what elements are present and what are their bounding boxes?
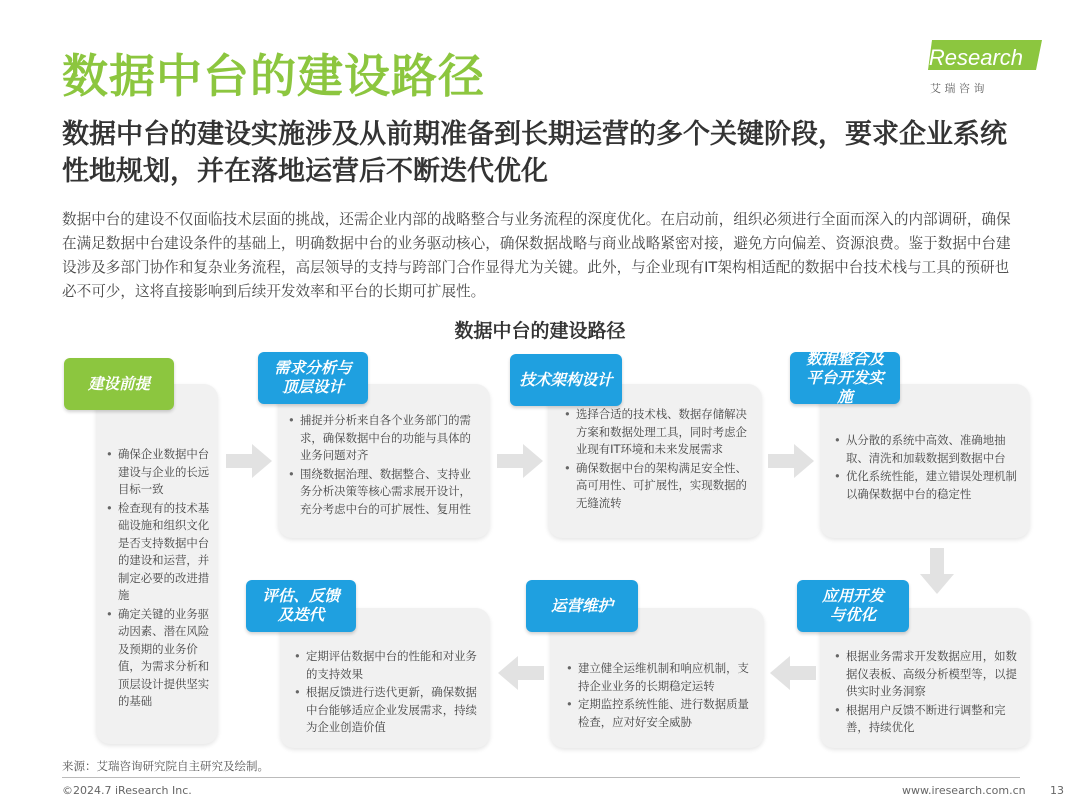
iresearch-logo xyxy=(918,36,1050,98)
footer-divider xyxy=(62,777,1020,778)
page-title: 数据中台的建设路径 xyxy=(62,49,485,103)
stage-item: • 根据反馈进行迭代更新，确保数据中台能够适应企业发展需求，持续为企业创造价值 xyxy=(294,684,484,737)
intro-paragraph: 数据中台的建设不仅面临技术层面的挑战，还需企业内部的战略整合与业务流程的深度优化。在启动前，组织必须进行全面而深入的内部调研，确保在满足数据中台建设条件的基础上，明确数据中台的业务驱动核心，确保数据战略与商业战略紧密对接，避免方向偏差、资源浪费。鉴于数据中台建设涉及多部门协作和复杂业务流程，高层领导的支持与跨部门合作显得尤为关键。此外，与企业现有IT架构相适配的数据中台技术栈与工具的预研也必不可少，这将直接影响到后续开发效率和平台的长期可扩展性。 xyxy=(62,211,1011,300)
page-subtitle: 数据中台的建设实施涉及从前期准备到长期运营的多个关键阶段，要求企业系统性地规划，并在落地运营后不断迭代优化 xyxy=(62,119,1007,187)
stage-item: • 从分散的系统中高效、准确地抽取、清洗和加载数据到数据中台 xyxy=(834,432,1024,467)
source-note: 来源：艾瑞咨询研究院自主研究及绘制。 xyxy=(62,759,269,773)
stage-tag-evaluation: 评估、反馈及迭代 xyxy=(246,580,356,632)
arrow-down-icon xyxy=(920,548,954,594)
stage-item: • 检查现有的技术基础设施和组织文化是否支持数据中台的建设和运营，并制定必要的改进措施 xyxy=(106,500,210,605)
arrow-right-icon xyxy=(497,444,543,478)
stage-tag-integration: 数据整合及平台开发实施 xyxy=(790,352,900,404)
copyright-text: ©2024.7 iResearch Inc. xyxy=(62,784,192,797)
stage-item: • 根据业务需求开发数据应用，如数据仪表板、高级分析模型等，以提供实时业务洞察 xyxy=(834,648,1024,701)
stage-item: • 定期评估数据中台的性能和对业务的支持效果 xyxy=(294,648,484,683)
stage-tag-requirements: 需求分析与顶层设计 xyxy=(258,352,368,404)
arrow-left-icon xyxy=(498,656,544,690)
arrow-right-icon xyxy=(768,444,814,478)
stage-item: • 围绕数据治理、数据整合、支持业务分析决策等核心需求展开设计，充分考虑中台的可扩展性、复用性 xyxy=(288,466,482,519)
stage-item: • 确定关键的业务驱动因素、潜在风险及预期的业务价值，为需求分析和顶层设计提供坚实的基础 xyxy=(106,606,210,711)
website-link[interactable]: www.iresearch.com.cn xyxy=(902,784,1026,797)
stage-tag-operations: 运营维护 xyxy=(526,580,638,632)
stage-item: • 确保企业数据中台建设与企业的长远目标一致 xyxy=(106,446,210,499)
stage-card-prerequisite xyxy=(96,384,218,744)
stage-item: • 选择合适的技术栈、数据存储解决方案和数据处理工具，同时考虑企业现有IT环境和未来发展需求 xyxy=(564,406,754,459)
stage-item: • 优化系统性能，建立错误处理机制以确保数据中台的稳定性 xyxy=(834,468,1024,503)
stage-tag-prerequisite: 建设前提 xyxy=(64,358,174,410)
page-number: 13 xyxy=(1050,784,1064,797)
diagram-title: 数据中台的建设路径 xyxy=(454,320,626,342)
stage-item: • 定期监控系统性能、进行数据质量检查，应对好安全威胁 xyxy=(566,696,758,731)
stage-item: • 捕捉并分析来自各个业务部门的需求，确保数据中台的功能与具体的业务问题对齐 xyxy=(288,412,482,465)
stage-card-architecture xyxy=(548,384,762,538)
stage-item: • 根据用户反馈不断进行调整和完善，持续优化 xyxy=(834,702,1024,737)
stage-item: • 确保数据中台的架构满足安全性、高可用性、可扩展性，实现数据的无缝流转 xyxy=(564,460,754,513)
stage-card-requirements xyxy=(278,384,490,538)
stage-tag-architecture: 技术架构设计 xyxy=(510,354,622,406)
logo-brand-text: iResearch xyxy=(924,45,1024,70)
arrow-right-icon xyxy=(226,444,272,478)
stage-card-integration xyxy=(820,384,1030,538)
stage-tag-app-dev: 应用开发与优化 xyxy=(797,580,909,632)
arrow-left-icon xyxy=(770,656,816,690)
stage-item: • 建立健全运维机制和响应机制，支持企业业务的长期稳定运转 xyxy=(566,660,758,695)
logo-cn-text: 艾 瑞 咨 询 xyxy=(930,82,985,95)
